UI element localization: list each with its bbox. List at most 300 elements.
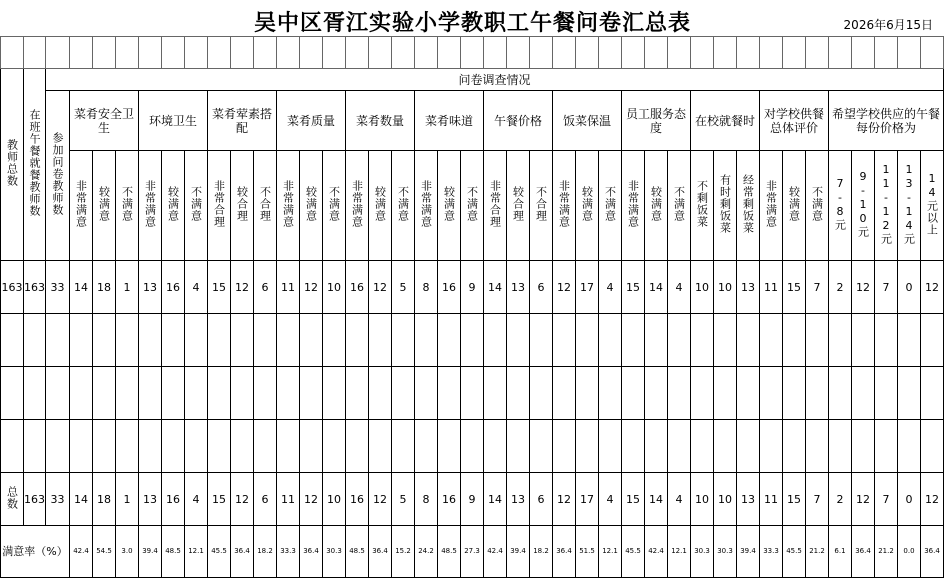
band-cell xyxy=(921,37,944,69)
value-cell: 11 xyxy=(277,261,300,314)
blank-cell xyxy=(691,367,714,420)
blank-cell xyxy=(323,420,346,473)
value-cell: 5 xyxy=(392,261,415,314)
option-header-text: 不剩饭菜 xyxy=(695,180,709,228)
blank-cell xyxy=(185,420,208,473)
blank-cell xyxy=(415,367,438,420)
total-value-cell: 13 xyxy=(139,473,162,526)
survey-section-header: 问卷调查情况 xyxy=(46,69,944,91)
blank-cell xyxy=(323,314,346,367)
blank-cell xyxy=(1,367,24,420)
value-cell: 9 xyxy=(461,261,484,314)
option-header xyxy=(254,151,277,261)
rate-row xyxy=(1,526,944,578)
on-duty-cell: 163 xyxy=(24,261,46,314)
blank-cell xyxy=(24,314,46,367)
band-cell xyxy=(484,37,507,69)
blank-cell xyxy=(116,367,139,420)
band-cell xyxy=(208,37,231,69)
band-cell xyxy=(369,37,392,69)
blank-cell xyxy=(898,420,921,473)
participants-header xyxy=(46,91,70,261)
band-cell xyxy=(783,37,806,69)
blank-cell xyxy=(93,367,116,420)
group-header: 菜肴数量 xyxy=(346,91,415,151)
blank-cell xyxy=(668,314,691,367)
value-cell: 12 xyxy=(553,261,576,314)
rate-value-cell: 48.5 xyxy=(162,526,185,578)
blank-cell xyxy=(737,314,760,367)
rate-value-cell: 48.5 xyxy=(346,526,369,578)
option-header-text: 9-10元 xyxy=(856,170,870,238)
option-header xyxy=(921,151,944,261)
total-label xyxy=(1,473,24,526)
total-value-cell: 15 xyxy=(783,473,806,526)
total-value-cell: 10 xyxy=(691,473,714,526)
option-header xyxy=(484,151,507,261)
blank-cell xyxy=(530,367,553,420)
total-value-cell: 4 xyxy=(185,473,208,526)
blank-cell xyxy=(24,420,46,473)
option-header xyxy=(507,151,530,261)
value-cell: 12 xyxy=(300,261,323,314)
on-duty-header-text: 在班午餐就餐教师数 xyxy=(28,109,41,217)
total-value-cell: 14 xyxy=(70,473,93,526)
rate-value-cell: 36.4 xyxy=(231,526,254,578)
band-cell xyxy=(645,37,668,69)
blank-cell xyxy=(438,367,461,420)
rate-value-cell: 42.4 xyxy=(645,526,668,578)
blank-cell xyxy=(392,367,415,420)
group-header: 午餐价格 xyxy=(484,91,553,151)
total-value-cell: 2 xyxy=(829,473,852,526)
report-date: 2026年6月15日 xyxy=(843,18,933,32)
rate-value-cell: 30.3 xyxy=(323,526,346,578)
band-cell xyxy=(139,37,162,69)
blank-cell xyxy=(921,367,944,420)
option-header-text: 有时剩饭菜 xyxy=(718,174,732,234)
total-value-cell: 13 xyxy=(737,473,760,526)
option-header xyxy=(760,151,783,261)
rate-value-cell: 42.4 xyxy=(484,526,507,578)
blank-cell xyxy=(806,367,829,420)
blank-cell xyxy=(875,420,898,473)
value-cell: 10 xyxy=(323,261,346,314)
band-cell xyxy=(806,37,829,69)
option-header xyxy=(300,151,323,261)
rate-value-cell: 42.4 xyxy=(70,526,93,578)
total-value-cell: 5 xyxy=(392,473,415,526)
participants-cell: 33 xyxy=(46,261,70,314)
rate-value-cell: 45.5 xyxy=(208,526,231,578)
value-cell: 12 xyxy=(921,261,944,314)
option-header xyxy=(737,151,760,261)
blank-cell xyxy=(139,420,162,473)
total-value-cell: 7 xyxy=(806,473,829,526)
blank-cell xyxy=(254,420,277,473)
blank-cell xyxy=(369,420,392,473)
band-cell xyxy=(829,37,852,69)
blank-cell xyxy=(139,314,162,367)
rate-value-cell: 3.0 xyxy=(116,526,139,578)
option-header-text: 非常满意 xyxy=(74,180,88,228)
band-cell xyxy=(1,37,24,69)
band-cell xyxy=(461,37,484,69)
total-row xyxy=(1,473,944,526)
group-header: 对学校供餐总体评价 xyxy=(760,91,829,151)
blank-cell xyxy=(208,420,231,473)
blank-cell xyxy=(898,314,921,367)
rate-value-cell: 18.2 xyxy=(530,526,553,578)
option-header xyxy=(461,151,484,261)
blank-cell xyxy=(70,367,93,420)
total-value-cell: 12 xyxy=(231,473,254,526)
value-cell: 16 xyxy=(438,261,461,314)
band-cell xyxy=(415,37,438,69)
blank-cell xyxy=(438,420,461,473)
blank-cell xyxy=(300,367,323,420)
blank-cell xyxy=(622,367,645,420)
option-header xyxy=(806,151,829,261)
option-header-text: 不满意 xyxy=(810,186,824,222)
band-cell xyxy=(70,37,93,69)
option-header-text: 11-12元 xyxy=(879,163,893,245)
blank-cell xyxy=(553,420,576,473)
band-cell xyxy=(116,37,139,69)
blank-cell xyxy=(208,314,231,367)
blank-cell xyxy=(760,367,783,420)
total-on-duty-cell: 163 xyxy=(24,473,46,526)
value-cell: 12 xyxy=(369,261,392,314)
option-header xyxy=(622,151,645,261)
blank-cell xyxy=(116,420,139,473)
option-header xyxy=(139,151,162,261)
option-header xyxy=(116,151,139,261)
blank-cell xyxy=(254,314,277,367)
option-header xyxy=(530,151,553,261)
blank-cell xyxy=(737,367,760,420)
rate-value-cell: 39.4 xyxy=(737,526,760,578)
total-value-cell: 12 xyxy=(369,473,392,526)
band-cell xyxy=(323,37,346,69)
blank-cell xyxy=(231,367,254,420)
band-cell xyxy=(277,37,300,69)
blank-cell xyxy=(346,367,369,420)
band-cell xyxy=(162,37,185,69)
group-header: 菜肴荤素搭配 xyxy=(208,91,277,151)
value-cell: 7 xyxy=(806,261,829,314)
blank-cell xyxy=(852,314,875,367)
option-header-text: 较满意 xyxy=(580,186,594,222)
value-cell: 15 xyxy=(208,261,231,314)
option-header-text: 不满意 xyxy=(672,186,686,222)
option-header-text: 非常满意 xyxy=(350,180,364,228)
blank-cell xyxy=(530,314,553,367)
value-cell: 16 xyxy=(162,261,185,314)
rate-value-cell: 51.5 xyxy=(576,526,599,578)
blank-cell xyxy=(254,367,277,420)
band-cell xyxy=(553,37,576,69)
value-cell: 13 xyxy=(737,261,760,314)
total-value-cell: 14 xyxy=(645,473,668,526)
option-header xyxy=(369,151,392,261)
option-header-text: 13-14元 xyxy=(902,163,916,245)
band-cell xyxy=(852,37,875,69)
option-header-text: 非常满意 xyxy=(764,180,778,228)
band-cell xyxy=(346,37,369,69)
option-header xyxy=(576,151,599,261)
top-band-row xyxy=(1,37,944,69)
rate-value-cell: 12.1 xyxy=(599,526,622,578)
group-header: 菜肴味道 xyxy=(415,91,484,151)
rate-value-cell: 54.5 xyxy=(93,526,116,578)
total-value-cell: 15 xyxy=(208,473,231,526)
blank-cell xyxy=(806,314,829,367)
option-header-text: 较满意 xyxy=(373,186,387,222)
blank-cell xyxy=(24,367,46,420)
blank-cell xyxy=(231,420,254,473)
blank-cell xyxy=(346,420,369,473)
total-value-cell: 11 xyxy=(277,473,300,526)
blank-cell xyxy=(691,420,714,473)
blank-cell xyxy=(599,314,622,367)
option-header-text: 非常合理 xyxy=(488,180,502,228)
group-header: 环境卫生 xyxy=(139,91,208,151)
value-cell: 16 xyxy=(346,261,369,314)
value-cell: 0 xyxy=(898,261,921,314)
blank-cell xyxy=(783,367,806,420)
teacher-total-header-text: 教师总数 xyxy=(5,139,19,187)
option-header-text: 不满意 xyxy=(465,186,479,222)
blank-cell xyxy=(576,420,599,473)
total-value-cell: 11 xyxy=(760,473,783,526)
rate-value-cell: 36.4 xyxy=(369,526,392,578)
blank-cell xyxy=(645,314,668,367)
option-header xyxy=(714,151,737,261)
option-header-text: 较合理 xyxy=(235,186,249,222)
blank-cell xyxy=(645,367,668,420)
option-header xyxy=(829,151,852,261)
option-header-text: 较满意 xyxy=(649,186,663,222)
band-cell xyxy=(530,37,553,69)
group-header: 菜肴安全卫生 xyxy=(70,91,139,151)
option-header-text: 较满意 xyxy=(97,186,111,222)
option-header xyxy=(783,151,806,261)
band-cell xyxy=(599,37,622,69)
option-header-text: 不合理 xyxy=(534,186,548,222)
blank-cell xyxy=(484,314,507,367)
total-value-cell: 10 xyxy=(323,473,346,526)
blank-cell xyxy=(438,314,461,367)
band-cell xyxy=(46,37,70,69)
band-cell xyxy=(254,37,277,69)
option-header xyxy=(277,151,300,261)
blank-row xyxy=(1,420,944,473)
blank-cell xyxy=(829,314,852,367)
total-value-cell: 0 xyxy=(898,473,921,526)
blank-cell xyxy=(645,420,668,473)
blank-cell xyxy=(369,314,392,367)
rate-value-cell: 39.4 xyxy=(139,526,162,578)
value-cell: 2 xyxy=(829,261,852,314)
header-row-section xyxy=(1,69,944,91)
total-value-cell: 18 xyxy=(93,473,116,526)
blank-cell xyxy=(760,314,783,367)
option-header-text: 不合理 xyxy=(258,186,272,222)
rate-value-cell: 36.4 xyxy=(300,526,323,578)
blank-cell xyxy=(231,314,254,367)
rate-value-cell: 15.2 xyxy=(392,526,415,578)
blank-cell xyxy=(898,367,921,420)
option-header xyxy=(323,151,346,261)
option-header-text: 非常满意 xyxy=(419,180,433,228)
blank-cell xyxy=(714,367,737,420)
value-cell: 10 xyxy=(714,261,737,314)
page-title: 吴中区胥江实验小学教职工午餐问卷汇总表 xyxy=(253,10,691,36)
option-header-text: 较满意 xyxy=(787,186,801,222)
value-cell: 12 xyxy=(852,261,875,314)
group-header: 希望学校供应的午餐每份价格为 xyxy=(829,91,944,151)
total-value-cell: 14 xyxy=(484,473,507,526)
total-value-cell: 12 xyxy=(852,473,875,526)
total-value-cell: 6 xyxy=(254,473,277,526)
option-header-text: 不满意 xyxy=(189,186,203,222)
value-cell: 7 xyxy=(875,261,898,314)
option-header-text: 7-8元 xyxy=(833,177,847,231)
option-header xyxy=(668,151,691,261)
total-value-cell: 17 xyxy=(576,473,599,526)
rate-value-cell: 27.3 xyxy=(461,526,484,578)
on-duty-header xyxy=(24,69,46,261)
rate-value-cell: 36.4 xyxy=(553,526,576,578)
total-value-cell: 12 xyxy=(553,473,576,526)
blank-cell xyxy=(461,314,484,367)
value-cell: 14 xyxy=(70,261,93,314)
blank-cell xyxy=(346,314,369,367)
blank-cell xyxy=(277,420,300,473)
rate-value-cell: 36.4 xyxy=(852,526,875,578)
option-header xyxy=(93,151,116,261)
option-header-text: 不满意 xyxy=(120,186,134,222)
blank-cell xyxy=(300,420,323,473)
blank-cell xyxy=(484,420,507,473)
band-cell xyxy=(392,37,415,69)
value-cell: 14 xyxy=(484,261,507,314)
rate-value-cell: 36.4 xyxy=(921,526,944,578)
blank-cell xyxy=(875,367,898,420)
blank-cell xyxy=(1,314,24,367)
blank-cell xyxy=(185,314,208,367)
rate-value-cell: 48.5 xyxy=(438,526,461,578)
blank-cell xyxy=(162,420,185,473)
blank-cell xyxy=(576,367,599,420)
value-cell: 4 xyxy=(185,261,208,314)
blank-cell xyxy=(852,367,875,420)
blank-cell xyxy=(599,420,622,473)
option-header-text: 非常满意 xyxy=(626,180,640,228)
blank-cell xyxy=(507,314,530,367)
blank-cell xyxy=(668,367,691,420)
total-value-cell: 12 xyxy=(300,473,323,526)
blank-cell xyxy=(806,420,829,473)
header-row-groups xyxy=(1,91,944,151)
blank-cell xyxy=(852,420,875,473)
blank-cell xyxy=(622,420,645,473)
option-header xyxy=(852,151,875,261)
blank-cell xyxy=(70,314,93,367)
blank-row xyxy=(1,367,944,420)
rate-value-cell: 12.1 xyxy=(668,526,691,578)
option-header-text: 不满意 xyxy=(327,186,341,222)
band-cell xyxy=(185,37,208,69)
option-header-text: 较合理 xyxy=(511,186,525,222)
blank-cell xyxy=(93,420,116,473)
option-header xyxy=(346,151,369,261)
option-header-text: 经常剩饭菜 xyxy=(741,174,755,234)
blank-cell xyxy=(277,314,300,367)
blank-cell xyxy=(760,420,783,473)
band-cell xyxy=(714,37,737,69)
blank-cell xyxy=(392,314,415,367)
blank-cell xyxy=(599,367,622,420)
option-header xyxy=(208,151,231,261)
blank-cell xyxy=(553,367,576,420)
blank-cell xyxy=(921,420,944,473)
option-header-text: 较满意 xyxy=(166,186,180,222)
total-value-cell: 7 xyxy=(875,473,898,526)
blank-cell xyxy=(622,314,645,367)
blank-cell xyxy=(162,314,185,367)
blank-cell xyxy=(93,314,116,367)
option-header-text: 14元以上 xyxy=(925,172,939,236)
band-cell xyxy=(760,37,783,69)
value-cell: 4 xyxy=(668,261,691,314)
blank-cell xyxy=(921,314,944,367)
blank-cell xyxy=(714,420,737,473)
blank-cell xyxy=(829,420,852,473)
rate-value-cell: 45.5 xyxy=(783,526,806,578)
value-cell: 18 xyxy=(93,261,116,314)
blank-cell xyxy=(70,420,93,473)
survey-table xyxy=(0,36,944,578)
blank-cell xyxy=(300,314,323,367)
rate-value-cell: 33.3 xyxy=(277,526,300,578)
total-value-cell: 9 xyxy=(461,473,484,526)
blank-cell xyxy=(507,420,530,473)
blank-cell xyxy=(277,367,300,420)
value-cell: 12 xyxy=(231,261,254,314)
option-header xyxy=(645,151,668,261)
band-cell xyxy=(691,37,714,69)
total-value-cell: 4 xyxy=(599,473,622,526)
option-header-text: 非常满意 xyxy=(557,180,571,228)
group-header: 员工服务态度 xyxy=(622,91,691,151)
total-value-cell: 8 xyxy=(415,473,438,526)
total-value-cell: 12 xyxy=(921,473,944,526)
total-participants-cell: 33 xyxy=(46,473,70,526)
blank-cell xyxy=(415,420,438,473)
rate-value-cell: 30.3 xyxy=(714,526,737,578)
option-header xyxy=(392,151,415,261)
option-header-text: 较满意 xyxy=(442,186,456,222)
value-cell: 6 xyxy=(530,261,553,314)
blank-cell xyxy=(875,314,898,367)
rate-value-cell: 39.4 xyxy=(507,526,530,578)
blank-cell xyxy=(139,367,162,420)
total-value-cell: 6 xyxy=(530,473,553,526)
rate-value-cell: 18.2 xyxy=(254,526,277,578)
group-header: 在校就餐时 xyxy=(691,91,760,151)
